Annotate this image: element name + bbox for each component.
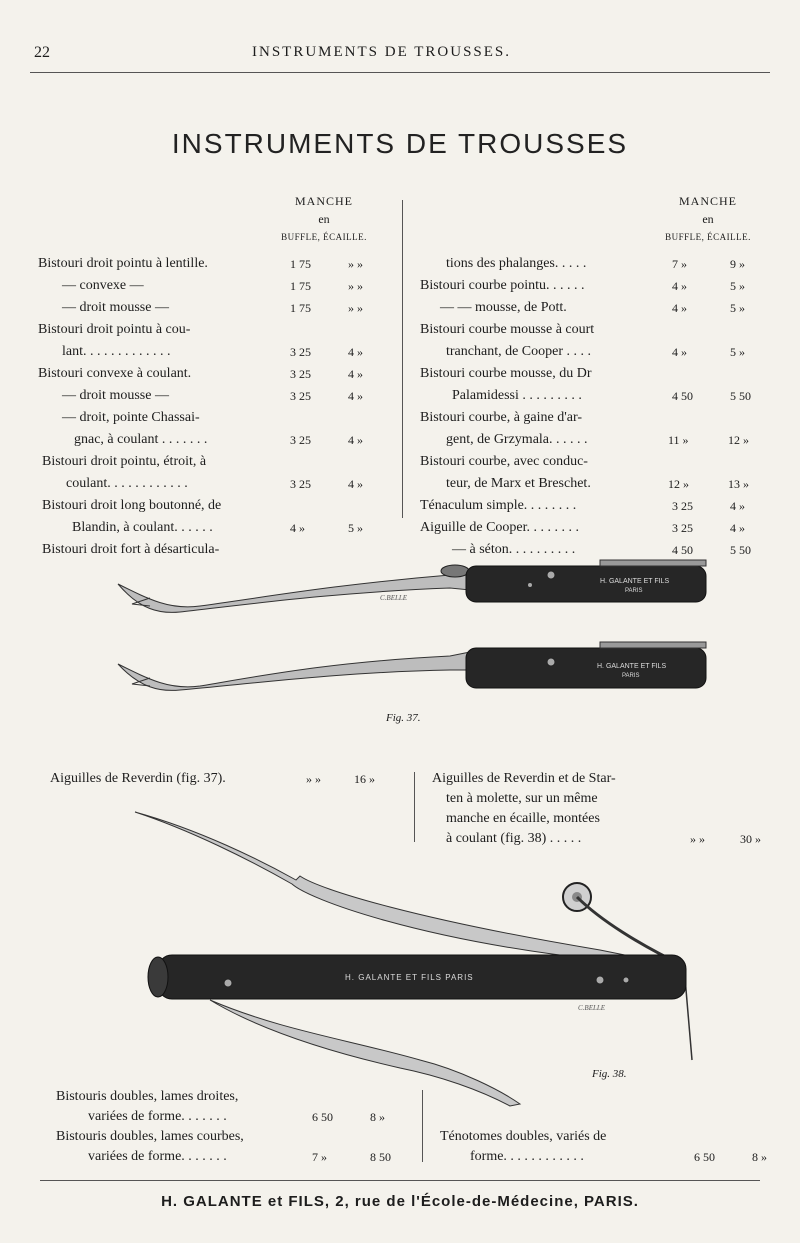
heading-manche: MANCHE: [678, 194, 737, 208]
list-item: gent, de Grzymala. . . . . .: [446, 432, 588, 447]
price-buffle: 3 25: [290, 345, 311, 359]
double-bistouri-icon: [135, 812, 692, 1106]
price-buffle: 3 25: [290, 389, 311, 403]
price-buffle: » »: [306, 772, 321, 786]
reverdin-item: Aiguilles de Reverdin (fig. 37).: [50, 771, 226, 786]
list-item: — — mousse, de Pott.: [440, 300, 567, 315]
list-item: — droit mousse —: [62, 388, 169, 403]
list-item: gnac, à coulant . . . . . . .: [74, 432, 208, 447]
price-buffle: 11 »: [668, 433, 689, 447]
fig38-signature: C.BELLE: [578, 1004, 606, 1012]
price-ecaille: 4 »: [348, 367, 363, 381]
list-item: Palamidessi . . . . . . . . .: [452, 388, 582, 403]
price-ecaille: 8 »: [370, 1110, 385, 1124]
price-buffle: 12 »: [668, 477, 689, 491]
price-ecaille: » »: [348, 279, 363, 293]
fig37-caption: Fig. 37.: [386, 712, 421, 724]
fig37-signature: C.BELLE: [380, 594, 408, 602]
price-ecaille: 8 50: [370, 1150, 391, 1164]
fig37-handle-sub-2: PARIS: [622, 673, 640, 679]
list-item: Bistouri droit pointu, étroit, à: [42, 454, 207, 469]
fig38-handle-text: H. GALANTE ET FILS PARIS: [345, 973, 474, 982]
price-buffle: 3 25: [672, 499, 693, 513]
reverdin-starten-line: à coulant (fig. 38) . . . . .: [446, 831, 582, 846]
price-ecaille: 5 »: [348, 521, 363, 535]
price-ecaille: 4 »: [348, 433, 363, 447]
fig37-handle-text-2: H. GALANTE ET FILS: [597, 663, 667, 670]
price-ecaille: 9 »: [730, 257, 745, 271]
list-item: Ténotomes doubles, variés de: [440, 1129, 607, 1144]
price-ecaille: 4 »: [730, 521, 745, 535]
price-ecaille: 5 50: [730, 543, 751, 557]
price-ecaille: 4 »: [730, 499, 745, 513]
price-buffle: 3 25: [672, 521, 693, 535]
price-buffle: 4 »: [672, 345, 687, 359]
price-buffle: 7 »: [672, 257, 687, 271]
list-item: — droit, pointe Chassai-: [62, 410, 200, 425]
price-ecaille: 4 »: [348, 345, 363, 359]
price-buffle: 6 50: [694, 1150, 715, 1164]
fig37-handle-sub-1: PARIS: [625, 588, 643, 594]
price-buffle: » »: [690, 832, 705, 846]
fig38-caption: Fig. 38.: [592, 1068, 627, 1080]
price-buffle: 4 50: [672, 543, 693, 557]
list-item: — convexe —: [62, 278, 144, 293]
price-ecaille: » »: [348, 257, 363, 271]
price-buffle: 4 »: [672, 301, 687, 315]
heading-en: en: [702, 212, 714, 226]
price-buffle: 1 75: [290, 301, 311, 315]
reverdin-starten-line: manche en écaille, montées: [446, 811, 600, 826]
list-item: Blandin, à coulant. . . . . .: [72, 520, 213, 535]
price-ecaille: 4 »: [348, 389, 363, 403]
list-item: Bistouri droit pointu à lentille.: [38, 256, 208, 271]
heading-en: en: [318, 212, 330, 226]
running-title: INSTRUMENTS DE TROUSSES.: [252, 44, 512, 60]
list-item: — à séton. . . . . . . . . .: [452, 542, 576, 557]
price-ecaille: 5 »: [730, 345, 745, 359]
price-ecaille: » »: [348, 301, 363, 315]
price-ecaille: 5 »: [730, 301, 745, 315]
price-ecaille: 30 »: [740, 832, 761, 846]
price-ecaille: 4 »: [348, 477, 363, 491]
price-buffle: 1 75: [290, 279, 311, 293]
price-buffle: 4 »: [672, 279, 687, 293]
list-item: Bistouri convexe à coulant.: [38, 366, 192, 381]
price-ecaille: 5 50: [730, 389, 751, 403]
list-item: teur, de Marx et Breschet.: [446, 476, 591, 491]
list-item: coulant. . . . . . . . . . . .: [66, 476, 188, 491]
list-item: Bistouri courbe mousse, du Dr: [420, 366, 592, 381]
price-buffle: 4 50: [672, 389, 693, 403]
list-item: tranchant, de Cooper . . . .: [446, 344, 592, 359]
list-item: variées de forme. . . . . . .: [88, 1149, 227, 1164]
reverdin-starten-line: ten à molette, sur un même: [446, 791, 598, 806]
list-item: Bistouris doubles, lames droites,: [56, 1089, 239, 1104]
list-item: lant. . . . . . . . . . . . .: [62, 344, 171, 359]
list-item: tions des phalanges. . . . .: [446, 256, 587, 271]
list-item: Aiguille de Cooper. . . . . . . .: [420, 520, 580, 535]
price-buffle: 3 25: [290, 477, 311, 491]
price-ecaille: 12 »: [728, 433, 749, 447]
heading-materials: BUFFLE, ÉCAILLE.: [281, 232, 367, 242]
price-buffle: 4 »: [290, 521, 305, 535]
list-item: Bistouri droit long boutonné, de: [42, 498, 222, 513]
price-ecaille: 8 »: [752, 1150, 767, 1164]
list-item: Bistouri droit pointu à cou-: [38, 322, 191, 337]
list-item: Bistouri courbe, avec conduc-: [420, 454, 588, 469]
list-item: — droit mousse —: [62, 300, 169, 315]
price-buffle: 3 25: [290, 367, 311, 381]
page-number: 22: [34, 44, 50, 61]
publisher-footer: H. GALANTE et FILS, 2, rue de l'École-de-Médecine, PARIS.: [161, 1193, 639, 1210]
list-item: forme. . . . . . . . . . . .: [470, 1149, 584, 1164]
column-divider: [422, 1090, 423, 1162]
fig37-handle-text-1: H. GALANTE ET FILS: [600, 578, 670, 585]
price-ecaille: 16 »: [354, 772, 375, 786]
list-item: Bistouris doubles, lames courbes,: [56, 1129, 244, 1144]
list-item: Bistouri courbe mousse à court: [420, 322, 595, 337]
list-item: Ténaculum simple. . . . . . . .: [420, 498, 577, 513]
page-title: INSTRUMENTS DE TROUSSES: [171, 128, 629, 159]
heading-materials: BUFFLE, ÉCAILLE.: [665, 232, 751, 242]
price-buffle: 3 25: [290, 433, 311, 447]
price-buffle: 1 75: [290, 257, 311, 271]
list-item: Bistouri droit fort à désarticula-: [42, 542, 220, 557]
list-item: variées de forme. . . . . . .: [88, 1109, 227, 1124]
list-item: Bistouri courbe, à gaine d'ar-: [420, 410, 583, 425]
price-buffle: 6 50: [312, 1110, 333, 1124]
price-ecaille: 13 »: [728, 477, 749, 491]
price-buffle: 7 »: [312, 1150, 327, 1164]
price-ecaille: 5 »: [730, 279, 745, 293]
heading-manche: MANCHE: [294, 194, 353, 208]
footer-rule: [40, 1180, 760, 1181]
list-item: Bistouri courbe pointu. . . . . .: [420, 278, 585, 293]
reverdin-starten-line: Aiguilles de Reverdin et de Star-: [432, 771, 616, 786]
